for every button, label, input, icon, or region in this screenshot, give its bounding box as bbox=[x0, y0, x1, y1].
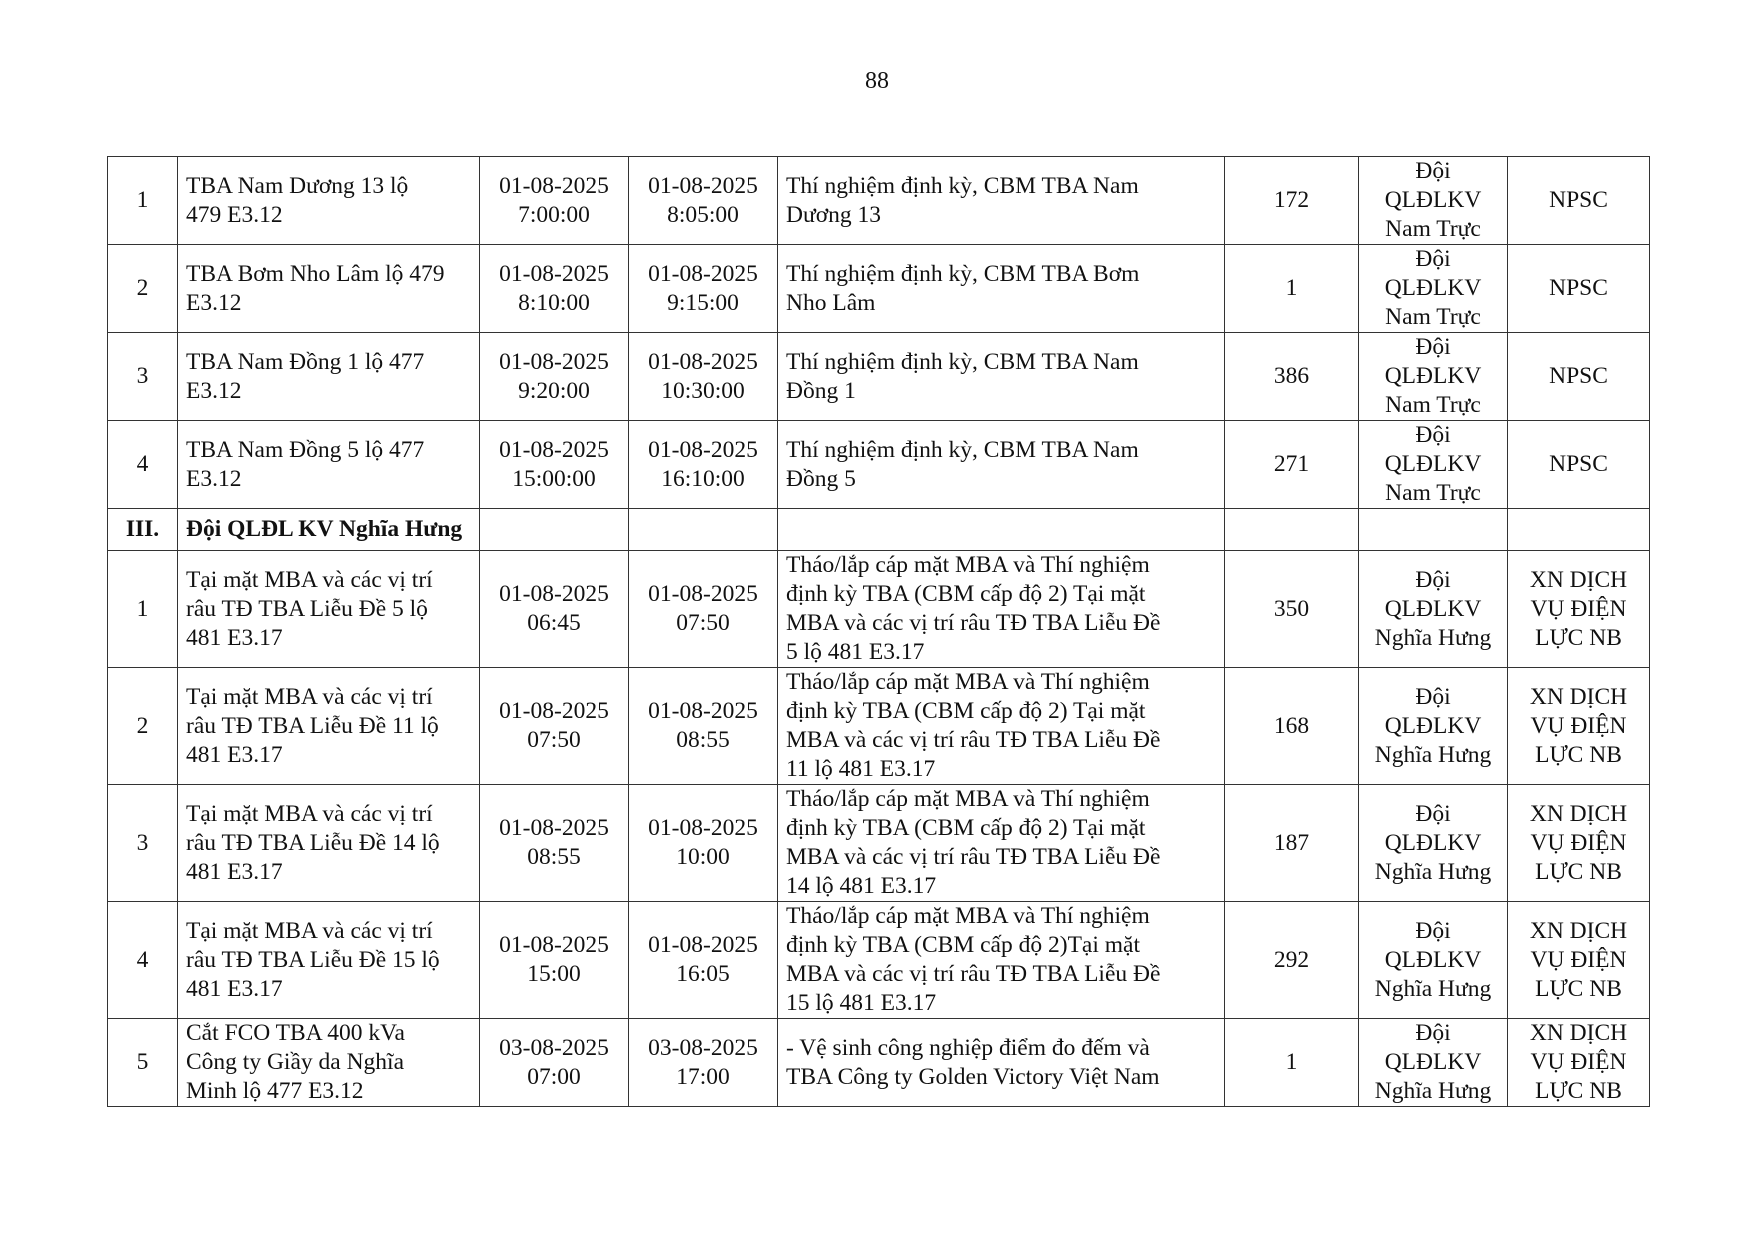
start-time-cell bbox=[480, 902, 629, 1019]
end-time-cell bbox=[629, 157, 778, 245]
start-time-cell-line: 9:20:00 bbox=[518, 377, 590, 404]
work-content-cell-line: - Vệ sinh công nghiệp điểm đo đếm và bbox=[786, 1034, 1150, 1061]
location-cell-line: Cắt FCO TBA 400 kVa bbox=[186, 1020, 405, 1046]
executor-cell-line: XN DỊCH bbox=[1529, 917, 1628, 944]
managing-unit-cell-line: Đội bbox=[1415, 334, 1451, 360]
row-number-cell: 3 bbox=[108, 333, 178, 421]
location-cell-line: TBA Nam Dương 13 lộ bbox=[186, 172, 409, 199]
work-content-cell-line: 11 lộ 481 E3.17 bbox=[786, 756, 936, 782]
table-row bbox=[108, 785, 1650, 902]
managing-unit-cell-line: Nghĩa Hưng bbox=[1374, 741, 1492, 768]
managing-unit-cell bbox=[1359, 902, 1508, 1019]
location-cell-line: Công ty Giầy da Nghĩa bbox=[186, 1049, 404, 1075]
managing-unit-cell bbox=[1359, 245, 1508, 333]
executor-cell-line: LỰC NB bbox=[1535, 741, 1622, 768]
managing-unit-cell-line: Đội bbox=[1415, 246, 1451, 272]
work-content-cell-line: Thí nghiệm định kỳ, CBM TBA Bơm bbox=[786, 260, 1140, 287]
executor-cell-line: XN DỊCH bbox=[1529, 800, 1628, 827]
empty-cell bbox=[1359, 509, 1508, 551]
executor-cell-line: VỤ ĐIỆN bbox=[1530, 829, 1627, 856]
customer-count-cell: 292 bbox=[1225, 902, 1359, 1019]
executor-cell bbox=[1508, 421, 1650, 509]
location-cell-line: râu TĐ TBA Liễu Đề 14 lộ bbox=[186, 829, 440, 856]
location-cell-line: TBA Nam Đồng 1 lộ 477 bbox=[186, 348, 425, 375]
start-time-cell-line: 01-08-2025 bbox=[499, 815, 609, 841]
table-row bbox=[108, 245, 1650, 333]
managing-unit-cell-line: Nghĩa Hưng bbox=[1374, 624, 1492, 651]
executor-cell bbox=[1508, 668, 1650, 785]
location-cell-line: E3.12 bbox=[186, 377, 242, 404]
end-time-cell bbox=[629, 551, 778, 668]
location-cell-line: TBA Bơm Nho Lâm lộ 479 bbox=[186, 260, 445, 287]
end-time-cell-line: 17:00 bbox=[676, 1063, 730, 1090]
start-time-cell bbox=[480, 421, 629, 509]
start-time-cell bbox=[480, 551, 629, 668]
managing-unit-cell-line: QLĐLKV bbox=[1384, 187, 1482, 213]
table-row bbox=[108, 668, 1650, 785]
work-content-cell-line: MBA và các vị trí râu TĐ TBA Liễu Đề bbox=[786, 844, 1161, 870]
work-content-cell bbox=[778, 157, 1225, 245]
executor-cell-line: NPSC bbox=[1549, 363, 1608, 389]
table-row bbox=[108, 421, 1650, 509]
work-content-cell bbox=[778, 245, 1225, 333]
location-cell-line: E3.12 bbox=[186, 465, 242, 492]
work-content-cell-line: Thí nghiệm định kỳ, CBM TBA Nam bbox=[786, 436, 1139, 463]
work-content-cell bbox=[778, 333, 1225, 421]
work-content-cell-line: 5 lộ 481 E3.17 bbox=[786, 639, 925, 665]
start-time-cell-line: 08:55 bbox=[527, 844, 581, 870]
managing-unit-cell-line: Nghĩa Hưng bbox=[1374, 858, 1492, 885]
end-time-cell-line: 01-08-2025 bbox=[648, 172, 758, 199]
managing-unit-cell bbox=[1359, 157, 1508, 245]
location-cell-line: râu TĐ TBA Liễu Đề 5 lộ bbox=[186, 595, 428, 622]
start-time-cell-line: 7:00:00 bbox=[518, 201, 590, 228]
end-time-cell bbox=[629, 333, 778, 421]
customer-count-cell: 168 bbox=[1225, 668, 1359, 785]
managing-unit-cell-line: QLĐLKV bbox=[1384, 363, 1482, 389]
end-time-cell-line: 01-08-2025 bbox=[648, 815, 758, 841]
start-time-cell-line: 15:00 bbox=[527, 961, 581, 987]
row-number-cell: 2 bbox=[108, 668, 178, 785]
end-time-cell-line: 01-08-2025 bbox=[648, 436, 758, 463]
managing-unit-cell-line: Nam Trực bbox=[1385, 480, 1481, 506]
page-number: 88 bbox=[865, 68, 889, 94]
managing-unit-cell-line: QLĐLKV bbox=[1384, 829, 1482, 856]
managing-unit-cell-line: Nam Trực bbox=[1385, 304, 1481, 330]
location-cell-line: Tại mặt MBA và các vị trí bbox=[186, 917, 433, 944]
location-cell-line: 481 E3.17 bbox=[186, 975, 283, 1002]
empty-cell bbox=[1225, 509, 1359, 551]
work-content-cell-line: Đồng 5 bbox=[786, 465, 856, 492]
customer-count-cell: 172 bbox=[1225, 157, 1359, 245]
executor-cell-line: LỰC NB bbox=[1535, 624, 1622, 651]
end-time-cell-line: 01-08-2025 bbox=[648, 581, 758, 607]
end-time-cell-line: 07:50 bbox=[676, 610, 730, 636]
location-cell bbox=[178, 333, 480, 421]
executor-cell-line: NPSC bbox=[1549, 187, 1608, 213]
executor-cell-line: VỤ ĐIỆN bbox=[1530, 1049, 1627, 1075]
work-content-cell-line: Thí nghiệm định kỳ, CBM TBA Nam bbox=[786, 348, 1139, 375]
start-time-cell-line: 06:45 bbox=[527, 610, 581, 636]
work-content-cell-line: MBA và các vị trí râu TĐ TBA Liễu Đề bbox=[786, 610, 1161, 636]
customer-count-cell: 386 bbox=[1225, 333, 1359, 421]
start-time-cell bbox=[480, 157, 629, 245]
end-time-cell-line: 16:05 bbox=[676, 961, 730, 987]
start-time-cell bbox=[480, 785, 629, 902]
managing-unit-cell-line: QLĐLKV bbox=[1384, 275, 1482, 301]
start-time-cell bbox=[480, 333, 629, 421]
work-content-cell-line: 15 lộ 481 E3.17 bbox=[786, 990, 937, 1016]
managing-unit-cell bbox=[1359, 668, 1508, 785]
work-content-cell-line: Thí nghiệm định kỳ, CBM TBA Nam bbox=[786, 172, 1139, 199]
executor-cell-line: VỤ ĐIỆN bbox=[1530, 595, 1627, 622]
customer-count-cell: 187 bbox=[1225, 785, 1359, 902]
work-content-cell-line: định kỳ TBA (CBM cấp độ 2) Tại mặt bbox=[786, 581, 1146, 607]
empty-cell bbox=[778, 509, 1225, 551]
start-time-cell-line: 01-08-2025 bbox=[499, 581, 609, 607]
location-cell-line: Tại mặt MBA và các vị trí bbox=[186, 683, 433, 710]
location-cell bbox=[178, 157, 480, 245]
location-cell bbox=[178, 902, 480, 1019]
start-time-cell bbox=[480, 668, 629, 785]
executor-cell-line: VỤ ĐIỆN bbox=[1530, 946, 1627, 973]
end-time-cell-line: 01-08-2025 bbox=[648, 260, 758, 287]
end-time-cell-line: 8:05:00 bbox=[667, 201, 739, 228]
work-content-cell-line: Dương 13 bbox=[786, 201, 882, 228]
managing-unit-cell-line: Đội bbox=[1415, 683, 1451, 710]
managing-unit-cell-line: Đội bbox=[1415, 158, 1451, 184]
executor-cell-line: XN DỊCH bbox=[1529, 1020, 1628, 1046]
location-cell bbox=[178, 421, 480, 509]
customer-count-cell: 1 bbox=[1225, 245, 1359, 333]
executor-cell bbox=[1508, 551, 1650, 668]
work-content-cell-line: MBA và các vị trí râu TĐ TBA Liễu Đề bbox=[786, 727, 1161, 753]
start-time-cell bbox=[480, 1019, 629, 1107]
end-time-cell bbox=[629, 421, 778, 509]
work-content-cell-line: MBA và các vị trí râu TĐ TBA Liễu Đề bbox=[786, 961, 1161, 987]
section-header-row bbox=[108, 509, 1650, 551]
end-time-cell-line: 10:30:00 bbox=[661, 377, 745, 404]
end-time-cell bbox=[629, 668, 778, 785]
managing-unit-cell-line: Đội bbox=[1415, 566, 1451, 593]
end-time-cell-line: 10:00 bbox=[676, 844, 730, 870]
end-time-cell-line: 08:55 bbox=[676, 727, 730, 753]
managing-unit-cell-line: Nghĩa Hưng bbox=[1374, 975, 1492, 1002]
work-content-cell-line: Tháo/lắp cáp mặt MBA và Thí nghiệm bbox=[786, 552, 1150, 578]
managing-unit-cell-line: Nam Trực bbox=[1385, 216, 1481, 242]
start-time-cell-line: 03-08-2025 bbox=[499, 1034, 609, 1061]
managing-unit-cell bbox=[1359, 1019, 1508, 1107]
managing-unit-cell-line: Đội bbox=[1415, 800, 1451, 827]
end-time-cell bbox=[629, 902, 778, 1019]
start-time-cell-line: 01-08-2025 bbox=[499, 932, 609, 958]
row-number-cell: 1 bbox=[108, 157, 178, 245]
end-time-cell-line: 16:10:00 bbox=[661, 465, 745, 492]
executor-cell-line: LỰC NB bbox=[1535, 858, 1622, 885]
location-cell-line: 479 E3.12 bbox=[186, 201, 283, 228]
work-content-cell-line: Đồng 1 bbox=[786, 377, 856, 404]
start-time-cell-line: 01-08-2025 bbox=[499, 172, 609, 199]
start-time-cell-line: 01-08-2025 bbox=[499, 348, 609, 375]
start-time-cell bbox=[480, 245, 629, 333]
work-content-cell-line: Tháo/lắp cáp mặt MBA và Thí nghiệm bbox=[786, 786, 1150, 812]
location-cell-line: râu TĐ TBA Liễu Đề 15 lộ bbox=[186, 946, 440, 973]
executor-cell-line: NPSC bbox=[1549, 275, 1608, 301]
executor-cell-line: LỰC NB bbox=[1535, 1078, 1622, 1104]
empty-cell bbox=[480, 509, 629, 551]
executor-cell-line: XN DỊCH bbox=[1529, 683, 1628, 710]
section-number: III. bbox=[108, 509, 178, 551]
work-content-cell-line: định kỳ TBA (CBM cấp độ 2) Tại mặt bbox=[786, 815, 1146, 841]
location-cell-line: 481 E3.17 bbox=[186, 858, 283, 885]
location-cell bbox=[178, 1019, 480, 1107]
location-cell bbox=[178, 668, 480, 785]
row-number-cell: 2 bbox=[108, 245, 178, 333]
managing-unit-cell-line: QLĐLKV bbox=[1384, 946, 1482, 973]
managing-unit-cell-line: Đội bbox=[1415, 422, 1451, 448]
empty-cell bbox=[629, 509, 778, 551]
location-cell-line: Minh lộ 477 E3.12 bbox=[186, 1078, 364, 1104]
customer-count-cell: 350 bbox=[1225, 551, 1359, 668]
row-number-cell: 4 bbox=[108, 421, 178, 509]
end-time-cell-line: 03-08-2025 bbox=[648, 1034, 758, 1061]
end-time-cell-line: 01-08-2025 bbox=[648, 932, 758, 958]
executor-cell bbox=[1508, 333, 1650, 421]
end-time-cell bbox=[629, 245, 778, 333]
managing-unit-cell bbox=[1359, 421, 1508, 509]
customer-count-cell: 271 bbox=[1225, 421, 1359, 509]
location-cell-line: 481 E3.17 bbox=[186, 624, 283, 651]
work-content-cell-line: 14 lộ 481 E3.17 bbox=[786, 873, 937, 899]
start-time-cell-line: 8:10:00 bbox=[518, 289, 590, 316]
work-content-cell-line: Nho Lâm bbox=[786, 289, 876, 316]
work-content-cell bbox=[778, 551, 1225, 668]
start-time-cell-line: 07:50 bbox=[527, 727, 581, 753]
executor-cell-line: NPSC bbox=[1549, 451, 1608, 477]
table-row bbox=[108, 333, 1650, 421]
managing-unit-cell bbox=[1359, 785, 1508, 902]
managing-unit-cell-line: QLĐLKV bbox=[1384, 712, 1482, 739]
managing-unit-cell-line: Đội bbox=[1415, 917, 1451, 944]
location-cell bbox=[178, 245, 480, 333]
executor-cell bbox=[1508, 245, 1650, 333]
work-content-cell bbox=[778, 421, 1225, 509]
managing-unit-cell-line: QLĐLKV bbox=[1384, 595, 1482, 622]
end-time-cell bbox=[629, 1019, 778, 1107]
start-time-cell-line: 15:00:00 bbox=[512, 465, 596, 492]
executor-cell bbox=[1508, 902, 1650, 1019]
location-cell-line: E3.12 bbox=[186, 289, 242, 316]
outage-schedule-table bbox=[107, 156, 1650, 1107]
work-content-cell-line: Tháo/lắp cáp mặt MBA và Thí nghiệm bbox=[786, 903, 1150, 929]
empty-cell bbox=[1508, 509, 1650, 551]
row-number-cell: 3 bbox=[108, 785, 178, 902]
customer-count-cell: 1 bbox=[1225, 1019, 1359, 1107]
work-content-cell-line: TBA Công ty Golden Victory Việt Nam bbox=[786, 1063, 1160, 1090]
location-cell-line: Tại mặt MBA và các vị trí bbox=[186, 800, 433, 827]
location-cell-line: 481 E3.17 bbox=[186, 741, 283, 768]
work-content-cell bbox=[778, 785, 1225, 902]
managing-unit-cell bbox=[1359, 333, 1508, 421]
table-row bbox=[108, 551, 1650, 668]
work-content-cell bbox=[778, 668, 1225, 785]
work-content-cell-line: Tháo/lắp cáp mặt MBA và Thí nghiệm bbox=[786, 669, 1150, 695]
row-number-cell: 5 bbox=[108, 1019, 178, 1107]
location-cell bbox=[178, 551, 480, 668]
start-time-cell-line: 01-08-2025 bbox=[499, 698, 609, 724]
executor-cell bbox=[1508, 157, 1650, 245]
section-title: Đội QLĐL KV Nghĩa Hưng bbox=[178, 509, 480, 551]
executor-cell-line: LỰC NB bbox=[1535, 975, 1622, 1002]
work-content-cell bbox=[778, 902, 1225, 1019]
end-time-cell-line: 01-08-2025 bbox=[648, 348, 758, 375]
end-time-cell-line: 9:15:00 bbox=[667, 289, 739, 316]
location-cell-line: TBA Nam Đồng 5 lộ 477 bbox=[186, 436, 425, 463]
table-row bbox=[108, 902, 1650, 1019]
executor-cell bbox=[1508, 1019, 1650, 1107]
table-row bbox=[108, 157, 1650, 245]
managing-unit-cell-line: Đội bbox=[1415, 1020, 1451, 1046]
row-number-cell: 1 bbox=[108, 551, 178, 668]
end-time-cell bbox=[629, 785, 778, 902]
start-time-cell-line: 01-08-2025 bbox=[499, 260, 609, 287]
location-cell-line: râu TĐ TBA Liễu Đề 11 lộ bbox=[186, 712, 439, 739]
executor-cell bbox=[1508, 785, 1650, 902]
work-content-cell-line: định kỳ TBA (CBM cấp độ 2) Tại mặt bbox=[786, 698, 1146, 724]
row-number-cell: 4 bbox=[108, 902, 178, 1019]
start-time-cell-line: 07:00 bbox=[527, 1063, 581, 1090]
managing-unit-cell-line: Nam Trực bbox=[1385, 392, 1481, 418]
location-cell-line: Tại mặt MBA và các vị trí bbox=[186, 566, 433, 593]
managing-unit-cell-line: Nghĩa Hưng bbox=[1374, 1078, 1492, 1104]
end-time-cell-line: 01-08-2025 bbox=[648, 698, 758, 724]
executor-cell-line: XN DỊCH bbox=[1529, 566, 1628, 593]
managing-unit-cell bbox=[1359, 551, 1508, 668]
work-content-cell-line: định kỳ TBA (CBM cấp độ 2)Tại mặt bbox=[786, 932, 1140, 958]
work-content-cell bbox=[778, 1019, 1225, 1107]
managing-unit-cell-line: QLĐLKV bbox=[1384, 1049, 1482, 1075]
table-row bbox=[108, 1019, 1650, 1107]
start-time-cell-line: 01-08-2025 bbox=[499, 436, 609, 463]
managing-unit-cell-line: QLĐLKV bbox=[1384, 451, 1482, 477]
location-cell bbox=[178, 785, 480, 902]
executor-cell-line: VỤ ĐIỆN bbox=[1530, 712, 1627, 739]
